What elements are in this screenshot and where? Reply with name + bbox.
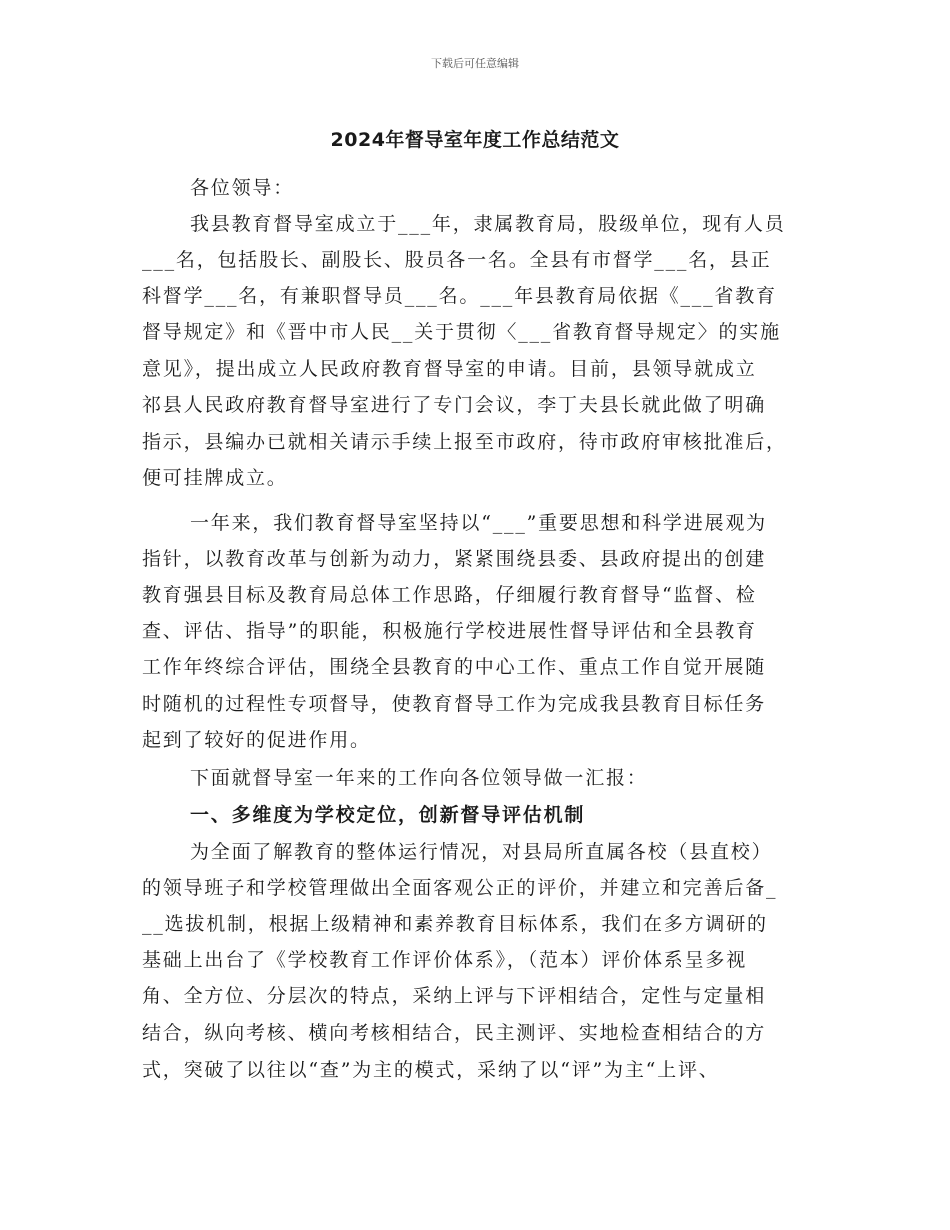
paragraph-line: 我县教育督导室成立于___年，隶属教育局，股级单位，现有人员 — [190, 213, 786, 235]
paragraph-line: 时随机的过程性专项督导，使教育督导工作为完成我县教育目标任务 — [142, 693, 767, 715]
paragraph-line: 意见》，提出成立人民政府教育督导室的申请。目前，县领导就成立 — [142, 358, 757, 380]
paragraph-line: 督导规定》和《晋中市人民__关于贯彻〈___省教育督导规定〉的实施 — [142, 321, 781, 343]
paragraph-line: 一年来，我们教育督导室坚持以“___”重要思想和科学进展观为 — [190, 512, 767, 534]
page-header-note: 下载后可任意编辑 — [431, 57, 519, 70]
paragraph-line: 工作年终综合评估，围绕全县教育的中心工作、重点工作自觉开展随 — [142, 656, 767, 678]
paragraph-line: 式，突破了以往以“查”为主的模式，采纳了以“评”为主“上评、 — [142, 1059, 720, 1081]
section-heading: 一、多维度为学校定位，创新督导评估机制 — [190, 804, 586, 826]
salutation: 各位领导： — [190, 177, 295, 199]
paragraph-line: __选拔机制，根据上级精神和素养教育目标体系，我们在多方调研的 — [142, 913, 768, 935]
paragraph-line: 的领导班子和学校管理做出全面客观公正的评价，并建立和完善后备_ — [142, 877, 778, 899]
paragraph-line: 基础上出台了《学校教育工作评价体系》，（范本）评价体系呈多视 — [142, 949, 748, 971]
paragraph-line: 角、全方位、分层次的特点，采纳上评与下评相结合，定性与定量相 — [142, 985, 767, 1007]
paragraph-line: 起到了较好的促进作用。 — [142, 729, 371, 751]
paragraph-line: 科督学___名，有兼职督导员___名。___年县教育局依据《___省教育 — [142, 285, 777, 307]
paragraph-line: 指示，县编办已就相关请示手续上报至市政府，待市政府审核批准后， — [142, 431, 787, 453]
paragraph-line: 便可挂牌成立。 — [142, 467, 288, 489]
paragraph-line: 查、评估、指导”的职能，积极施行学校进展性督导评估和全县教育 — [142, 620, 757, 642]
paragraph-line: 为全面了解教育的整体运行情况，对县局所直属各校（县直校） — [190, 841, 773, 863]
paragraph-line: 祁县人民政府教育督导室进行了专门会议，李丁夫县长就此做了明确 — [142, 394, 767, 416]
document-title: 2024年督导室年度工作总结范文 — [330, 129, 620, 151]
paragraph-line: 结合，纵向考核、横向考核相结合，民主测评、实地检查相结合的方 — [142, 1022, 767, 1044]
paragraph-line: 教育强县目标及教育局总体工作思路，仔细履行教育督导“监督、检 — [142, 584, 757, 606]
paragraph-line: 指针，以教育改革与创新为动力，紧紧围绕县委、县政府提出的创建 — [142, 548, 767, 570]
paragraph-line: ___名，包括股长、副股长、股员各一名。全县有市督学___名，县正 — [142, 249, 772, 271]
paragraph-line: 下面就督导室一年来的工作向各位领导做一汇报： — [190, 767, 648, 789]
